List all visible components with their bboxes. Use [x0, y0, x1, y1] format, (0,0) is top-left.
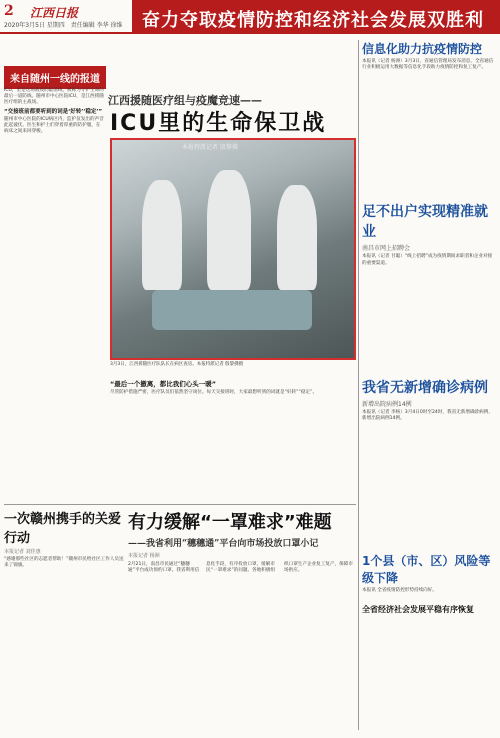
section-label: 来自随州一线的报道 [4, 66, 106, 89]
lead-left-section-title: “交接班前都要听到的词是‘好转’‘稳定’” [4, 108, 103, 115]
banner-title: 奋力夺取疫情防控和经济社会发展双胜利 [142, 10, 484, 31]
page-banner [132, 0, 500, 32]
lead-body [110, 378, 356, 396]
right-text-2: 本报讯（记者 甘聪）“线上招聘”成为疫情期间求职者和企业对接的重要渠道。 [362, 254, 493, 266]
bottom-mid-headline: 有力缓解“一罩难求”难题 [128, 512, 332, 533]
photo-credit: 本报特派记者 殷黎佛 [182, 144, 238, 151]
right-headline-3: 我省无新增确诊病例 [362, 379, 488, 396]
section-divider [4, 504, 356, 505]
lead-left-text-2: 随州市中心医院的ICU病区内，监护仪发出的声音此起彼伏。医生和护士们穿着厚重的防护服，在病床之间来回穿梭。 [4, 116, 104, 135]
page-number: 2 [4, 3, 14, 19]
lead-photo [110, 138, 356, 360]
right-text-3: 本报讯（记者 李杨）3月4日0时至24时，我省无新增确诊病例，新增出院病例14例。 [362, 409, 493, 422]
lead-body-text: 尽管防护措施严密，医疗队员们依然坚守岗位。每天交接班时，大家最想听到的词就是“好转”“稳定”。 [110, 390, 318, 396]
bottom-mid-byline: 本报记者 杨洲 [128, 553, 160, 559]
medic-figure [277, 185, 317, 290]
issue-date: 2020年3月5日 星期四 [4, 22, 65, 29]
column-divider [358, 40, 359, 730]
bottom-left-headline: 一次赣州携手的关爱行动 [4, 512, 122, 546]
issue-meta [4, 20, 127, 29]
lead-section-header [4, 66, 354, 86]
medic-figure [207, 170, 251, 290]
lead-subtitle: 江西援随医疗组与疫魔竞速—— [108, 94, 262, 107]
photo-caption: 3月3日，江西援随医疗队队长在病区查房。本报特派记者 殷黎佛摄 [110, 362, 244, 367]
right-headline-5: 全省经济社会发展平稳有序恢复 [362, 605, 474, 615]
medic-figure [142, 180, 182, 290]
lead-headline: ICU里的生命保卫战 [110, 111, 327, 136]
bottom-mid-subtitle: ——我省利用“穗穗通”平台向市场投放口罩小记 [128, 539, 319, 549]
right-column [362, 40, 496, 617]
bottom-mid-story [128, 508, 356, 574]
lead-body-section-title: “最后一个撤离，都比我们心头一暖” [110, 380, 217, 388]
lead-left-column [4, 88, 104, 135]
right-subhead-3: 新增出院病例14例 [362, 400, 412, 408]
bottom-left-story [4, 508, 124, 569]
bottom-left-text: “感谢那些社区的志愿者帮助！”赣州市民给社区工作人员送来了锦旗。 [4, 557, 124, 569]
right-headline-1: 信息化助力抗疫情防控 [362, 42, 483, 56]
bottom-mid-text: 2月21日，南昌市民通过“穗穗通”平台成功预约口罩。我省利用信息化手段，有序投放口罩，缓解市民“一罩难求”的问题。各地积极组织口罩生产企业复工复产，保障市场供应。 [128, 562, 353, 574]
masthead [0, 0, 500, 34]
paper-name: 江西日报 [30, 6, 79, 20]
bottom-left-byline: 本报记者 刘佳惠 [4, 549, 41, 555]
right-headline-4: 1个县（市、区）风险等级下降 [362, 554, 491, 586]
right-subhead-2: 南昌市网上招聘会 [362, 245, 411, 253]
right-headline-2: 足不出户实现精准就业 [362, 204, 488, 241]
right-text-4: 本报讯 全省疫情防控形势持续向好。 [362, 588, 437, 594]
hospital-bed [152, 290, 312, 330]
right-text-1: 本报讯（记者 杨洲）3月3日，省通信管理局发布消息，全省通信行业积极运用大数据等信息化手段助力疫情防控和复工复产。 [362, 59, 494, 71]
lead-left-text: ICU，里是这场战疫的最前线，被称为守护生命的最后一道防线。随州市中心医院ICU，是江西援随医疗组的主战场。 [4, 88, 104, 106]
editor-credit: 责任编辑 李华 徐维 [70, 22, 123, 29]
